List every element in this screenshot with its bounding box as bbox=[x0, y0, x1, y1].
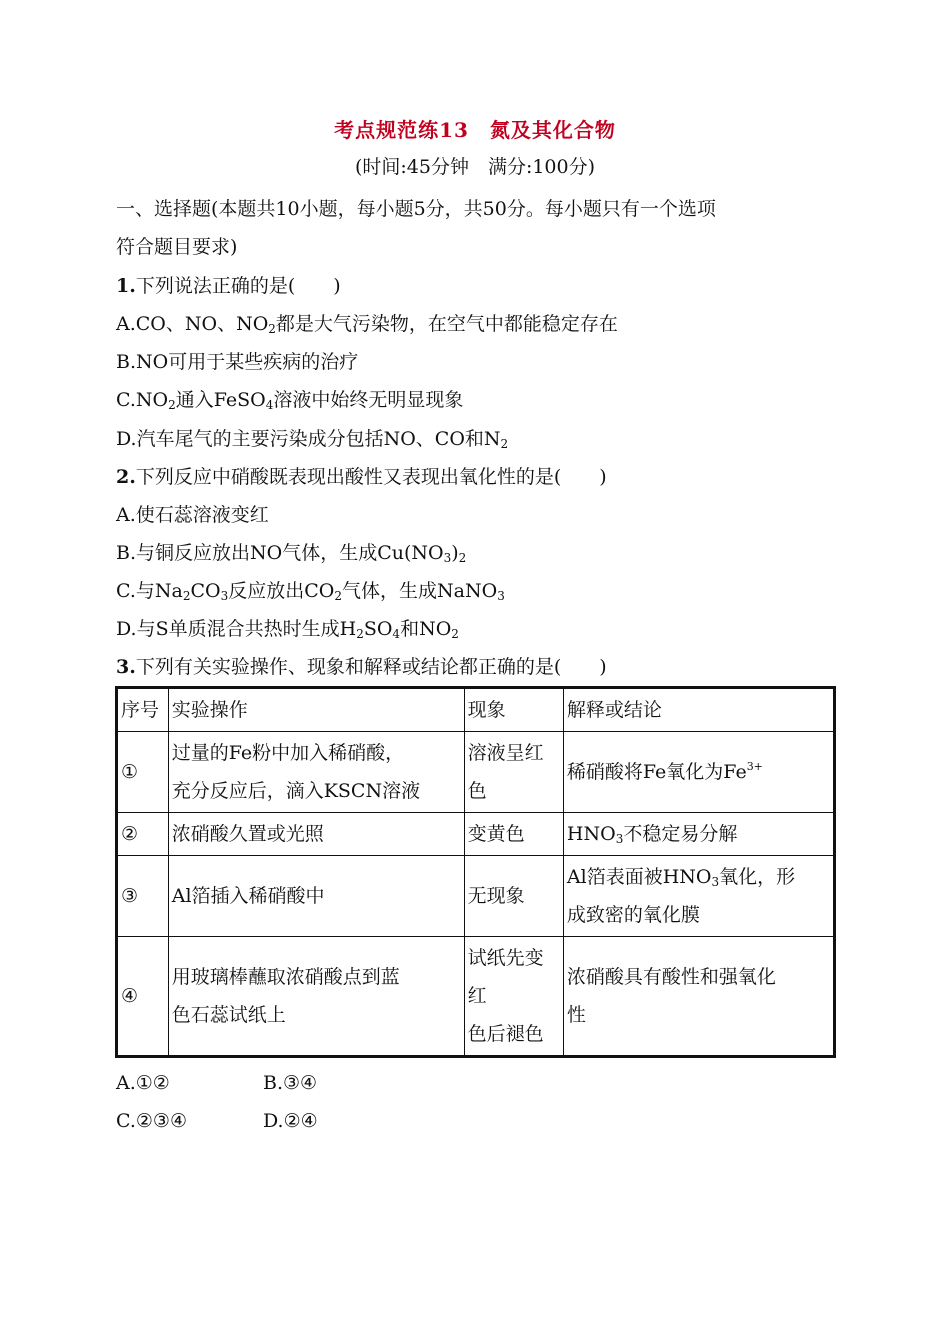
table-header-cell: 解释或结论 bbox=[563, 688, 834, 732]
question-3-option-a: A.①② bbox=[116, 1072, 170, 1094]
table-cell-operation: 浓硝酸久置或光照 bbox=[168, 813, 464, 856]
table-row bbox=[117, 732, 835, 813]
question-1-option-d: D.汽车尾气的主要污染成分包括NO、CO和$N_2$ bbox=[116, 428, 509, 451]
question-1-stem: 1.下列说法正确的是( ) bbox=[116, 275, 341, 297]
question-3-stem: 3.下列有关实验操作、现象和解释或结论都正确的是( ) bbox=[116, 656, 607, 678]
question-2-option-c: C.与$Na_2CO_3$反应放出$CO_2$气体，生成NaNO$_3$ bbox=[116, 580, 505, 603]
question-1-option-a: A.CO、NO、$NO_2$都是大气污染物，在空气中都能稳定存在 bbox=[116, 313, 618, 336]
table-cell-number: ④ bbox=[117, 937, 169, 1057]
table-cell-phenomenon: 试纸先变 红 色后褪色 bbox=[464, 937, 563, 1057]
question-2-option-a: A.使石蕊溶液变红 bbox=[116, 504, 269, 526]
table-cell-number: ① bbox=[117, 732, 169, 813]
table-cell-conclusion: $HNO_3$不稳定易分解 bbox=[563, 813, 834, 856]
table-cell-operation: 过量的Fe粉中加入稀硝酸， 充分反应后，滴入KSCN溶液 bbox=[168, 732, 464, 813]
table-header-cell: 现象 bbox=[464, 688, 563, 732]
page-title: 考点规范练13 氮及其化合物 bbox=[334, 118, 616, 142]
table-header-cell: 序号 bbox=[117, 688, 169, 732]
experiment-table bbox=[115, 686, 836, 1058]
question-1-option-c: $C.NO_2$通入FeSO$_4$溶液中始终无明显现象 bbox=[116, 389, 464, 412]
section-heading-line1: 一、选择题(本题共10小题，每小题5分，共50分。每小题只有一个选项 bbox=[116, 198, 716, 220]
table-header-cell: 实验操作 bbox=[168, 688, 464, 732]
table-cell-operation: Al箔插入稀硝酸中 bbox=[168, 856, 464, 937]
table-cell-conclusion: 浓硝酸具有酸性和强氧化 性 bbox=[563, 937, 834, 1057]
question-3-option-d: D.②④ bbox=[263, 1110, 318, 1132]
table-row bbox=[117, 856, 835, 937]
table-row bbox=[117, 937, 835, 1057]
table-row bbox=[117, 813, 835, 856]
question-2-stem: 2.下列反应中硝酸既表现出酸性又表现出氧化性的是( ) bbox=[116, 466, 607, 488]
table-cell-number: ③ bbox=[117, 856, 169, 937]
table-cell-phenomenon: 无现象 bbox=[464, 856, 563, 937]
question-2-option-b: B.与铜反应放出NO气体，生成$Cu(NO_3)_2$ bbox=[116, 542, 467, 565]
question-3-option-b: B.③④ bbox=[263, 1072, 318, 1094]
section-heading-line2: 符合题目要求) bbox=[116, 236, 238, 258]
question-1-option-b: B.NO可用于某些疾病的治疗 bbox=[116, 351, 359, 373]
question-3-option-c: C.②③④ bbox=[116, 1110, 187, 1132]
page-subtitle: (时间:45分钟 满分:100分) bbox=[354, 156, 596, 178]
question-2-option-d: D.与S单质混合共热时生成$H_2SO_4$和$NO_2$ bbox=[116, 618, 459, 641]
table-cell-operation: 用玻璃棒蘸取浓硝酸点到蓝 色石蕊试纸上 bbox=[168, 937, 464, 1057]
table-cell-conclusion: Al箔表面被$HNO_3$氧化，形 成致密的氧化膜 bbox=[563, 856, 834, 937]
table-header-row bbox=[117, 688, 835, 732]
table-cell-phenomenon: 变黄色 bbox=[464, 813, 563, 856]
table-cell-number: ② bbox=[117, 813, 169, 856]
question-3-number: 3. bbox=[116, 656, 136, 678]
question-1-number: 1. bbox=[116, 275, 136, 297]
question-2-number: 2. bbox=[116, 466, 136, 488]
table-cell-phenomenon: 溶液呈红 色 bbox=[464, 732, 563, 813]
table-cell-conclusion: 稀硝酸将Fe氧化为$Fe^{3+}$ bbox=[563, 732, 834, 813]
